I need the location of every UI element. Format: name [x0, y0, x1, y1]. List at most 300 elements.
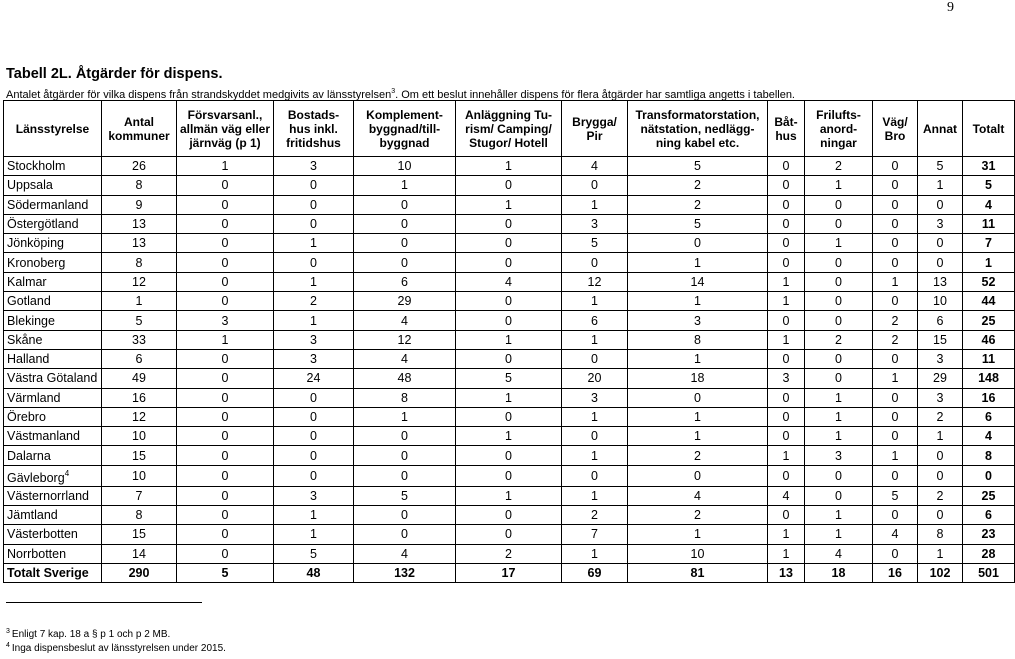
column-header-line: Annat [923, 121, 957, 136]
table-title: Tabell 2L. Åtgärder för dispens. [6, 66, 223, 82]
value-cell: 1 [768, 330, 805, 349]
value-cell: 0 [354, 465, 456, 486]
value-cell: 4 [354, 349, 456, 368]
value-cell: 0 [805, 272, 873, 291]
county-name: Skåne [7, 332, 43, 347]
value-cell: 2 [805, 330, 873, 349]
table-row [4, 446, 1015, 465]
value-cell: 0 [177, 465, 274, 486]
value-cell: 14 [102, 544, 177, 563]
footnote-divider [6, 602, 202, 603]
value-cell: 8 [918, 525, 963, 544]
value-cell: 0 [456, 176, 562, 195]
value-cell: 0 [805, 369, 873, 388]
column-header-line: Komplement- [366, 107, 443, 122]
value-cell: 3 [177, 311, 274, 330]
total-cell: 25 [963, 311, 1015, 330]
value-cell: 6 [354, 272, 456, 291]
value-cell: 1 [562, 486, 628, 505]
value-cell: 0 [274, 214, 354, 233]
column-header [768, 101, 805, 157]
column-header-line: järnväg (p 1) [189, 135, 261, 150]
value-cell: 0 [177, 427, 274, 446]
county-name: Östergötland [7, 217, 79, 232]
value-cell: 10 [102, 465, 177, 486]
value-cell: 5 [628, 214, 768, 233]
value-cell: 16 [873, 563, 918, 582]
total-cell: 25 [963, 486, 1015, 505]
county-name-cell [4, 330, 102, 349]
value-cell: 0 [768, 157, 805, 176]
column-header-line: anord- [819, 121, 858, 136]
value-cell: 1 [354, 407, 456, 426]
total-cell: 11 [963, 214, 1015, 233]
county-name: Totalt Sverige [7, 566, 89, 581]
value-cell: 1 [628, 253, 768, 272]
value-cell: 10 [628, 544, 768, 563]
footnote-text: Enligt 7 kap. 18 a § p 1 och p 2 MB. [11, 629, 171, 640]
value-cell: 6 [562, 311, 628, 330]
value-cell: 1 [177, 330, 274, 349]
county-name-cell [4, 369, 102, 388]
column-header [354, 101, 456, 157]
column-header-line: byggnad [379, 135, 430, 150]
value-cell: 0 [177, 195, 274, 214]
table-row [4, 311, 1015, 330]
county-name-cell [4, 563, 102, 582]
county-name-cell [4, 157, 102, 176]
table-row [4, 253, 1015, 272]
value-cell: 1 [805, 506, 873, 525]
value-cell: 0 [177, 214, 274, 233]
value-cell: 2 [628, 446, 768, 465]
value-cell: 3 [274, 349, 354, 368]
column-header-line: hus inkl. [289, 121, 338, 136]
value-cell: 0 [873, 465, 918, 486]
footnote-mark: 4 [6, 642, 10, 649]
value-cell: 48 [354, 369, 456, 388]
value-cell: 1 [562, 544, 628, 563]
county-name: Jönköping [7, 236, 64, 251]
value-cell: 0 [274, 253, 354, 272]
value-cell: 17 [456, 563, 562, 582]
table-header [4, 101, 1015, 157]
county-name: Blekinge [7, 313, 55, 328]
value-cell: 4 [768, 486, 805, 505]
column-header-line: Pir [586, 128, 603, 143]
value-cell: 0 [873, 427, 918, 446]
column-header-line: byggnad/till- [368, 121, 441, 136]
table-row [4, 176, 1015, 195]
value-cell: 0 [177, 486, 274, 505]
value-cell: 0 [768, 195, 805, 214]
total-cell: 5 [963, 176, 1015, 195]
value-cell: 0 [456, 253, 562, 272]
value-cell: 2 [456, 544, 562, 563]
value-cell: 13 [102, 234, 177, 253]
county-name-cell [4, 234, 102, 253]
value-cell: 1 [456, 157, 562, 176]
total-cell: 4 [963, 195, 1015, 214]
value-cell: 1 [628, 427, 768, 446]
subtitle-text-tail: . Om ett beslut innehåller dispens för flera åtgärder har samtliga angetts i tabellen. [395, 89, 795, 101]
value-cell: 0 [768, 407, 805, 426]
county-name: Halland [7, 352, 50, 367]
value-cell: 2 [628, 506, 768, 525]
value-cell: 69 [562, 563, 628, 582]
value-cell: 0 [354, 214, 456, 233]
value-cell: 1 [456, 195, 562, 214]
value-cell: 0 [805, 465, 873, 486]
footnote-text: Inga dispensbeslut av länsstyrelsen under 2015. [11, 643, 226, 654]
value-cell: 2 [562, 506, 628, 525]
column-header-line: Anläggning Tu- [464, 107, 553, 122]
value-cell: 0 [628, 465, 768, 486]
value-cell: 29 [918, 369, 963, 388]
value-cell: 1 [274, 506, 354, 525]
value-cell: 26 [102, 157, 177, 176]
value-cell: 0 [177, 407, 274, 426]
value-cell: 0 [805, 214, 873, 233]
total-row [4, 563, 1015, 582]
value-cell: 3 [768, 369, 805, 388]
value-cell: 15 [102, 446, 177, 465]
value-cell: 0 [873, 214, 918, 233]
total-cell: 1 [963, 253, 1015, 272]
value-cell: 0 [873, 157, 918, 176]
column-header-line: hus [775, 128, 797, 143]
column-header [177, 101, 274, 157]
value-cell: 4 [354, 311, 456, 330]
value-cell: 0 [177, 446, 274, 465]
value-cell: 5 [274, 544, 354, 563]
column-header [456, 101, 562, 157]
value-cell: 0 [918, 465, 963, 486]
value-cell: 0 [177, 292, 274, 311]
value-cell: 6 [918, 311, 963, 330]
value-cell: 0 [562, 253, 628, 272]
subtitle-text: Antalet åtgärder för vilka dispens från strandskyddet medgivits av länsstyrelsen [6, 89, 392, 101]
value-cell: 102 [918, 563, 963, 582]
county-name: Dalarna [7, 448, 51, 463]
value-cell: 1 [274, 525, 354, 544]
value-cell: 5 [102, 311, 177, 330]
county-name: Västra Götaland [7, 371, 98, 386]
value-cell: 0 [805, 311, 873, 330]
value-cell: 3 [918, 349, 963, 368]
county-name: Kronoberg [7, 255, 66, 270]
value-cell: 0 [274, 388, 354, 407]
value-cell: 0 [354, 506, 456, 525]
value-cell: 0 [768, 253, 805, 272]
column-header-line: fritidshus [286, 135, 341, 150]
value-cell: 0 [918, 446, 963, 465]
column-header-line: Stugor/ Hotell [469, 135, 548, 150]
value-cell: 0 [805, 195, 873, 214]
value-cell: 1 [562, 292, 628, 311]
column-header-line: Båt- [774, 114, 798, 129]
value-cell: 0 [873, 176, 918, 195]
county-name: Jämtland [7, 508, 58, 523]
value-cell: 0 [805, 292, 873, 311]
value-cell: 1 [768, 446, 805, 465]
value-cell: 4 [628, 486, 768, 505]
value-cell: 1 [805, 388, 873, 407]
value-cell: 0 [873, 544, 918, 563]
value-cell: 0 [562, 176, 628, 195]
value-cell: 1 [628, 292, 768, 311]
value-cell: 1 [805, 234, 873, 253]
value-cell: 0 [768, 176, 805, 195]
value-cell: 8 [102, 176, 177, 195]
column-header-line: Väg/ [882, 114, 908, 129]
value-cell: 4 [456, 272, 562, 291]
value-cell: 2 [805, 157, 873, 176]
value-cell: 0 [918, 506, 963, 525]
column-header-line: Frilufts- [816, 107, 861, 122]
value-cell: 0 [456, 234, 562, 253]
county-name-cell [4, 465, 102, 486]
county-name-cell [4, 272, 102, 291]
value-cell: 15 [102, 525, 177, 544]
value-cell: 0 [354, 234, 456, 253]
value-cell: 1 [456, 427, 562, 446]
value-cell: 1 [805, 427, 873, 446]
value-cell: 1 [768, 544, 805, 563]
table-row [4, 544, 1015, 563]
table-row [4, 506, 1015, 525]
column-header-line: rism/ Camping/ [465, 121, 552, 136]
value-cell: 5 [873, 486, 918, 505]
value-cell: 13 [918, 272, 963, 291]
value-cell: 0 [274, 446, 354, 465]
value-cell: 1 [768, 292, 805, 311]
value-cell: 0 [873, 234, 918, 253]
value-cell: 12 [102, 407, 177, 426]
value-cell: 20 [562, 369, 628, 388]
table-row [4, 388, 1015, 407]
total-cell: 148 [963, 369, 1015, 388]
value-cell: 8 [628, 330, 768, 349]
value-cell: 8 [102, 253, 177, 272]
value-cell: 0 [768, 506, 805, 525]
value-cell: 7 [102, 486, 177, 505]
column-header [628, 101, 768, 157]
value-cell: 81 [628, 563, 768, 582]
column-header-line: Försvarsanl., [187, 107, 263, 122]
value-cell: 1 [918, 544, 963, 563]
value-cell: 0 [354, 195, 456, 214]
value-cell: 5 [177, 563, 274, 582]
county-name-cell [4, 525, 102, 544]
value-cell: 2 [274, 292, 354, 311]
table-row [4, 214, 1015, 233]
value-cell: 0 [274, 176, 354, 195]
value-cell: 0 [873, 292, 918, 311]
table-body [4, 157, 1015, 583]
total-cell: 52 [963, 272, 1015, 291]
column-header-line: Transformatorstation, [635, 107, 760, 122]
column-header [873, 101, 918, 157]
column-header [562, 101, 628, 157]
column-header [805, 101, 873, 157]
column-header-line: Bostads- [287, 107, 340, 122]
value-cell: 8 [102, 506, 177, 525]
table-row [4, 349, 1015, 368]
value-cell: 0 [177, 176, 274, 195]
value-cell: 1 [768, 272, 805, 291]
value-cell: 10 [354, 157, 456, 176]
footnote-mark: 3 [6, 628, 10, 635]
value-cell: 3 [562, 214, 628, 233]
column-header [963, 101, 1015, 157]
value-cell: 0 [805, 486, 873, 505]
value-cell: 1 [805, 176, 873, 195]
table-row [4, 272, 1015, 291]
total-cell: 23 [963, 525, 1015, 544]
value-cell: 132 [354, 563, 456, 582]
value-cell: 0 [873, 253, 918, 272]
county-name-cell [4, 407, 102, 426]
column-header [4, 101, 102, 157]
value-cell: 7 [562, 525, 628, 544]
county-name-cell [4, 446, 102, 465]
value-cell: 49 [102, 369, 177, 388]
value-cell: 0 [354, 525, 456, 544]
column-header-line: ningar [820, 135, 857, 150]
value-cell: 0 [562, 427, 628, 446]
county-name: Gotland [7, 294, 51, 309]
value-cell: 3 [274, 330, 354, 349]
value-cell: 2 [873, 330, 918, 349]
value-cell: 0 [274, 195, 354, 214]
dispens-table [3, 100, 1015, 583]
table-row [4, 486, 1015, 505]
value-cell: 0 [805, 253, 873, 272]
value-cell: 1 [873, 446, 918, 465]
value-cell: 0 [873, 388, 918, 407]
column-header [274, 101, 354, 157]
value-cell: 13 [102, 214, 177, 233]
value-cell: 0 [628, 234, 768, 253]
value-cell: 4 [873, 525, 918, 544]
value-cell: 0 [805, 349, 873, 368]
value-cell: 1 [456, 330, 562, 349]
value-cell: 4 [562, 157, 628, 176]
value-cell: 0 [456, 292, 562, 311]
value-cell: 0 [918, 234, 963, 253]
page-number: 9 [947, 0, 954, 15]
table-row [4, 525, 1015, 544]
county-name: Västmanland [7, 429, 80, 444]
value-cell: 0 [768, 427, 805, 446]
county-name: Västerbotten [7, 527, 78, 542]
value-cell: 2 [628, 195, 768, 214]
value-cell: 290 [102, 563, 177, 582]
value-cell: 0 [873, 349, 918, 368]
value-cell: 0 [354, 253, 456, 272]
county-name: Gävleborg [7, 470, 65, 485]
value-cell: 0 [274, 427, 354, 446]
value-cell: 1 [102, 292, 177, 311]
value-cell: 18 [805, 563, 873, 582]
value-cell: 24 [274, 369, 354, 388]
county-name: Uppsala [7, 178, 53, 193]
total-cell: 6 [963, 506, 1015, 525]
footnote-3 [6, 628, 170, 640]
county-name-cell [4, 214, 102, 233]
value-cell: 0 [456, 465, 562, 486]
value-cell: 0 [768, 214, 805, 233]
footnote-4 [6, 642, 226, 654]
value-cell: 0 [918, 253, 963, 272]
value-cell: 3 [274, 157, 354, 176]
column-header-line: nätstation, nedlägg- [640, 121, 755, 136]
county-name: Värmland [7, 390, 61, 405]
table-row [4, 465, 1015, 486]
total-cell: 46 [963, 330, 1015, 349]
value-cell: 5 [456, 369, 562, 388]
value-cell: 3 [918, 388, 963, 407]
value-cell: 8 [354, 388, 456, 407]
column-header-line: Antal [124, 114, 154, 129]
county-name-cell [4, 486, 102, 505]
county-name-cell [4, 195, 102, 214]
value-cell: 5 [562, 234, 628, 253]
value-cell: 0 [177, 525, 274, 544]
column-header-line: Bro [884, 128, 906, 143]
value-cell: 10 [918, 292, 963, 311]
subtitle-footnote-ref: 3 [391, 88, 396, 95]
value-cell: 3 [628, 311, 768, 330]
total-cell: 28 [963, 544, 1015, 563]
header-row [4, 101, 1015, 157]
table-row [4, 369, 1015, 388]
column-header [102, 101, 177, 157]
value-cell: 2 [628, 176, 768, 195]
value-cell: 18 [628, 369, 768, 388]
value-cell: 0 [177, 369, 274, 388]
value-cell: 0 [768, 311, 805, 330]
county-name: Norrbotten [7, 546, 67, 561]
total-cell: 7 [963, 234, 1015, 253]
table-row [4, 195, 1015, 214]
value-cell: 1 [274, 311, 354, 330]
value-cell: 13 [768, 563, 805, 582]
value-cell: 3 [562, 388, 628, 407]
county-footnote-ref: 4 [64, 468, 70, 478]
value-cell: 3 [918, 214, 963, 233]
value-cell: 9 [102, 195, 177, 214]
county-name: Västernorrland [7, 488, 89, 503]
column-header-line: Brygga/ [572, 114, 617, 129]
value-cell: 3 [805, 446, 873, 465]
column-header [918, 101, 963, 157]
value-cell: 16 [102, 388, 177, 407]
total-cell: 501 [963, 563, 1015, 582]
value-cell: 0 [768, 388, 805, 407]
table-row [4, 234, 1015, 253]
value-cell: 12 [562, 272, 628, 291]
value-cell: 1 [177, 157, 274, 176]
value-cell: 48 [274, 563, 354, 582]
total-cell: 11 [963, 349, 1015, 368]
value-cell: 0 [768, 234, 805, 253]
value-cell: 1 [805, 525, 873, 544]
value-cell: 0 [873, 195, 918, 214]
value-cell: 0 [177, 544, 274, 563]
county-name-cell [4, 292, 102, 311]
